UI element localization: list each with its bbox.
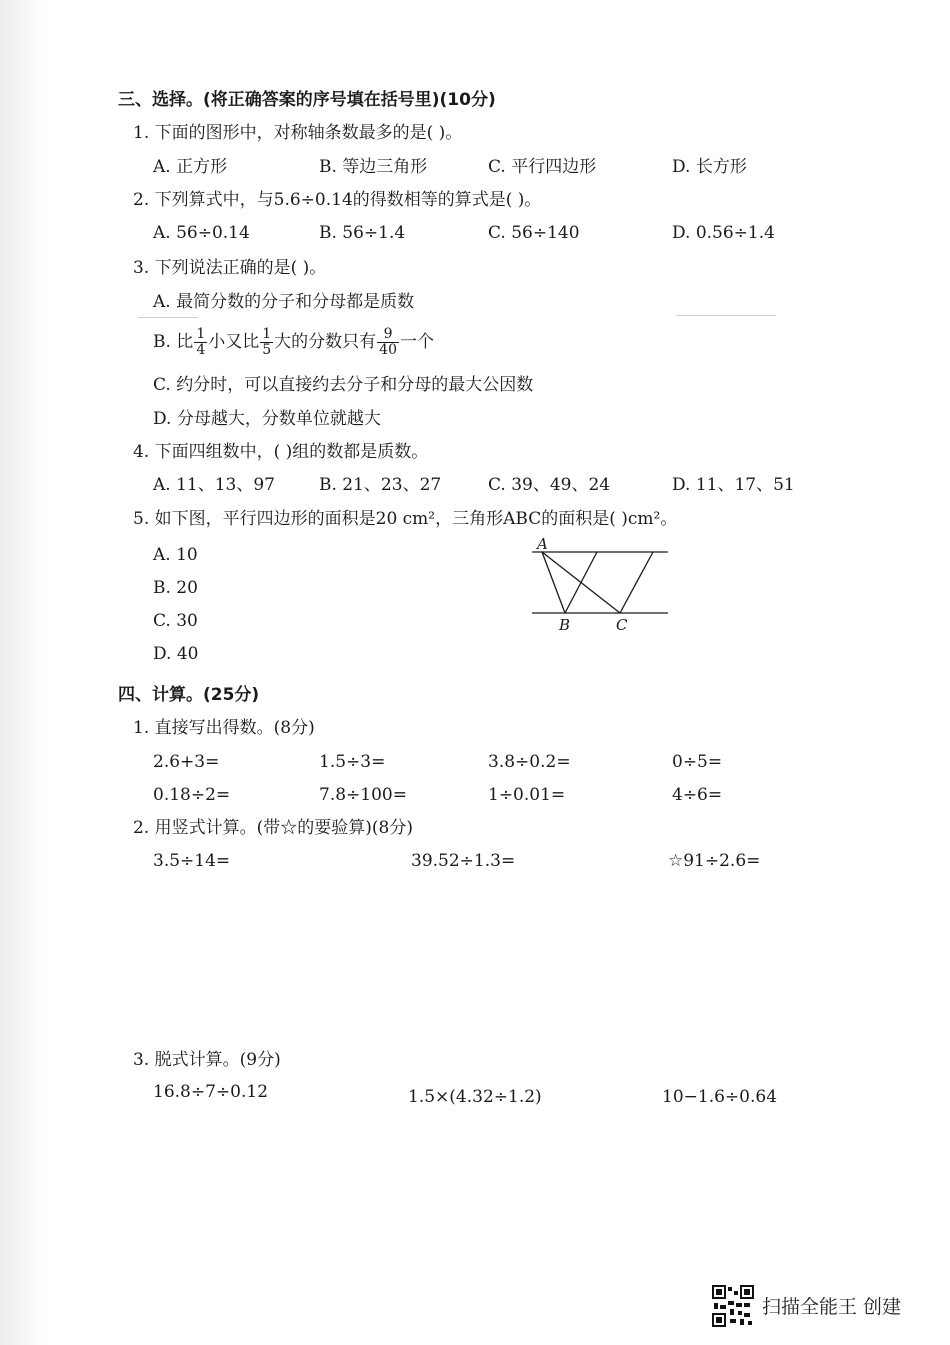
q4-option-a: A. 11、13、97 [153,475,275,495]
side-b-diagonal [565,552,597,613]
p2-item: 3.5÷14= [153,851,231,871]
scan-artifact [138,317,198,318]
p1-item: 1.5÷3= [319,752,386,772]
label-b: B [559,616,571,634]
fraction-one-quarter: $\frac{1}{4}$ [196,326,206,358]
label-a: A [537,535,548,553]
section3-title: 三、选择。(将正确答案的序号填在括号里)(10分) [118,90,496,110]
label-c: C [616,616,628,634]
q3-b-mid1: 小又比 [208,332,260,352]
q2-option-b: B. 56÷1.4 [319,223,406,243]
q5-stem: 5. 如下图，平行四边形的面积是20 cm²，三角形ABC的面积是( )cm²。 [133,509,678,529]
p3-item: 1.5×(4.32÷1.2) [408,1087,542,1107]
q2-option-d: D. 0.56÷1.4 [672,223,775,243]
p1-item: 2.6+3= [153,752,220,772]
scan-artifact [676,315,776,316]
q4-option-b: B. 21、23、27 [319,475,442,495]
q5-option-b: B. 20 [153,578,198,598]
p2-item: 39.52÷1.3= [411,851,516,871]
p1-item: 7.8÷100= [319,785,407,805]
parallelogram-figure [520,532,680,634]
q3-option-b [153,322,434,362]
p2-item: ☆91÷2.6= [668,851,761,871]
p3-item: 16.8÷7÷0.12 [153,1082,269,1102]
qr-code-icon [712,1285,754,1327]
q3-b-mid2: 大的分数只有 [274,332,377,352]
scanner-watermark: 扫描全能王 创建 [762,1296,902,1318]
p3-item: 10−1.6÷0.64 [662,1087,778,1107]
section4-title: 四、计算。(25分) [118,685,260,705]
q3-option-a: A. 最简分数的分子和分母都是质数 [153,292,415,312]
q4-stem: 4. 下面四组数中，( )组的数都是质数。 [133,442,429,462]
q1-stem: 1. 下面的图形中，对称轴条数最多的是( )。 [133,123,463,143]
q3-option-d: D. 分母越大，分数单位就越大 [153,409,381,429]
q5-option-d: D. 40 [153,644,199,664]
q3-option-c: C. 约分时，可以直接约去分子和分母的最大公因数 [153,375,534,395]
q4-option-c: C. 39、49、24 [488,475,611,495]
q3-stem: 3. 下列说法正确的是( )。 [133,258,327,278]
q3-b-prefix: B. 比 [153,332,194,352]
q1-option-b: B. 等边三角形 [319,157,428,177]
q3-b-suffix: 一个 [399,332,434,352]
q2-option-a: A. 56÷0.14 [153,223,250,243]
p2-title: 2. 用竖式计算。(带☆的要验算)(8分) [133,818,413,838]
scan-shadow [0,0,44,1345]
p1-item: 3.8÷0.2= [488,752,571,772]
q5-option-a: A. 10 [153,545,198,565]
p1-item: 0.18÷2= [153,785,231,805]
q2-option-c: C. 56÷140 [488,223,580,243]
fraction-one-fifth: $\frac{1}{5}$ [262,326,272,358]
q2-stem: 2. 下列算式中，与5.6÷0.14的得数相等的算式是( )。 [133,190,542,210]
q5-option-c: C. 30 [153,611,198,631]
p3-title: 3. 脱式计算。(9分) [133,1050,281,1070]
q1-option-c: C. 平行四边形 [488,157,597,177]
fraction-nine-fortieths: $\frac{9}{40}$ [379,326,397,358]
p1-title: 1. 直接写出得数。(8分) [133,718,315,738]
p1-item: 4÷6= [672,785,723,805]
right-side [620,552,653,613]
q1-option-a: A. 正方形 [153,157,228,177]
p1-item: 1÷0.01= [488,785,566,805]
p1-item: 0÷5= [672,752,723,772]
q4-option-d: D. 11、17、51 [672,475,795,495]
q1-option-d: D. 长方形 [672,157,747,177]
